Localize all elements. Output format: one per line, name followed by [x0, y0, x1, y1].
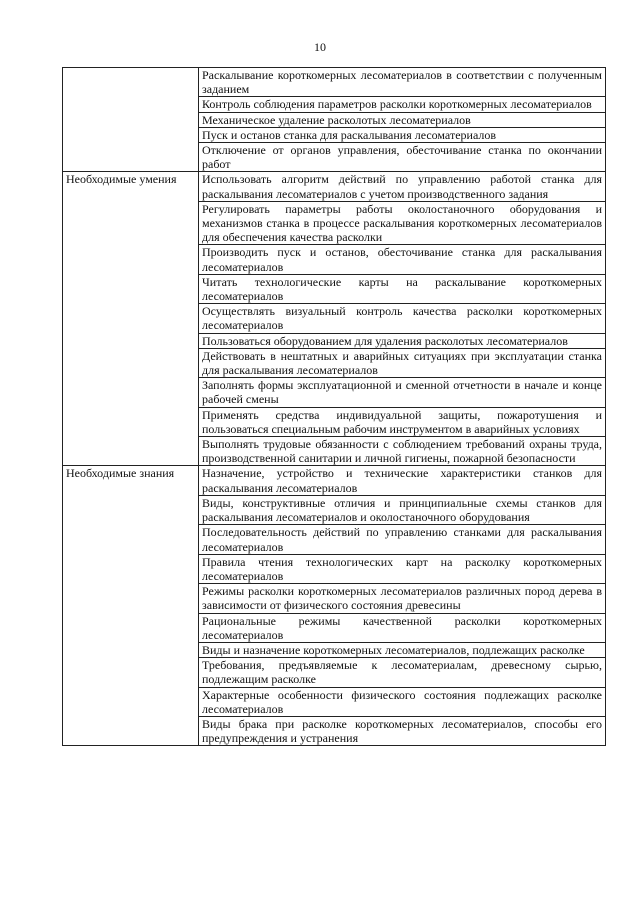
requirement-item: Пуск и останов станка для раскалывания лесоматериалов	[199, 127, 606, 142]
requirement-item: Осуществлять визуальный контроль качества расколки короткомерных лесоматериалов	[199, 304, 606, 333]
requirement-item: Раскалывание короткомерных лесоматериалов в соответствии с полученным заданием	[199, 68, 606, 97]
requirement-item: Читать технологические карты на раскалывание короткомерных лесоматериалов	[199, 274, 606, 303]
requirement-item: Применять средства индивидуальной защиты, пожаротушения и пользоваться специальным рабочим инструментом в аварийных условиях	[199, 407, 606, 436]
table-row	[63, 68, 606, 97]
requirement-item: Требования, предъявляемые к лесоматериалам, древесному сырью, подлежащим расколке	[199, 658, 606, 687]
requirement-item: Рациональные режимы качественной расколки короткомерных лесоматериалов	[199, 613, 606, 642]
requirement-item: Заполнять формы эксплуатационной и сменной отчетности в начале и конце рабочей смены	[199, 378, 606, 407]
requirement-item: Производить пуск и останов, обесточивание станка для раскалывания лесоматериалов	[199, 245, 606, 274]
requirement-item: Характерные особенности физического состояния подлежащих расколке лесоматериалов	[199, 687, 606, 716]
section-label: Необходимые умения	[63, 172, 199, 466]
requirement-item: Пользоваться оборудованием для удаления расколотых лесоматериалов	[199, 333, 606, 348]
table-row	[63, 172, 606, 201]
requirement-item: Использовать алгоритм действий по управлению работой станка для раскалывания лесоматериалов с учетом производственного задания	[199, 172, 606, 201]
competency-table	[62, 67, 606, 746]
table-row	[63, 466, 606, 495]
requirement-item: Режимы расколки короткомерных лесоматериалов различных пород дерева в зависимости от физического состояния древесины	[199, 584, 606, 613]
requirement-item: Правила чтения технологических карт на расколку короткомерных лесоматериалов	[199, 554, 606, 583]
requirement-item: Отключение от органов управления, обесточивание станка по окончании работ	[199, 143, 606, 172]
page-number: 10	[314, 40, 326, 54]
table-body	[63, 68, 606, 746]
section-label	[63, 68, 199, 172]
requirement-item: Регулировать параметры работы околостаночного оборудования и механизмов станка в процессе раскалывания короткомерных лесоматериалов для обеспечения качества расколки	[199, 201, 606, 245]
section-label: Необходимые знания	[63, 466, 199, 746]
requirement-item: Виды и назначение короткомерных лесоматериалов, подлежащих расколке	[199, 642, 606, 657]
requirement-item: Назначение, устройство и технические характеристики станков для раскалывания лесоматериалов	[199, 466, 606, 495]
requirement-item: Механическое удаление расколотых лесоматериалов	[199, 112, 606, 127]
requirement-item: Контроль соблюдения параметров расколки короткомерных лесоматериалов	[199, 97, 606, 112]
requirement-item: Выполнять трудовые обязанности с соблюдением требований охраны труда, производственной санитарии и личной гигиены, пожарной безопасности	[199, 437, 606, 466]
requirement-item: Виды, конструктивные отличия и принципиальные схемы станков для раскалывания лесоматериалов и околостаночного оборудования	[199, 495, 606, 524]
requirement-item: Последовательность действий по управлению станками для раскалывания лесоматериалов	[199, 525, 606, 554]
requirement-item: Виды брака при расколке короткомерных лесоматериалов, способы его предупреждения и устранения	[199, 716, 606, 745]
requirement-item: Действовать в нештатных и аварийных ситуациях при эксплуатации станка для раскалывания лесоматериалов	[199, 348, 606, 377]
